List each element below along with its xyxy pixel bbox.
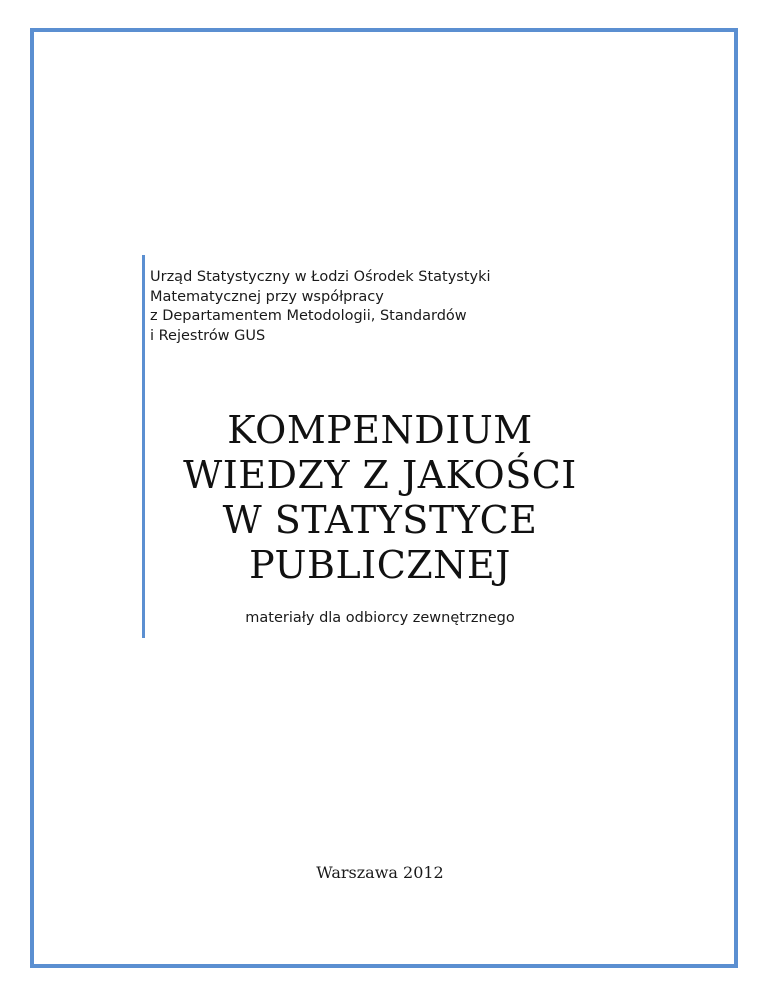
organization-line: Matematycznej przy współpracy <box>150 288 384 305</box>
document-title <box>150 408 610 588</box>
organization-line: Urząd Statystyczny w Łodzi Ośrodek Statystyki <box>150 269 491 285</box>
organization-block <box>150 268 610 346</box>
place-and-year: Warszawa 2012 <box>316 863 444 882</box>
organization-line: z Departamentem Metodologii, Standardów <box>150 308 467 324</box>
title-line: PUBLICZNEJ <box>249 543 511 587</box>
title-line: W STATYSTYCE <box>222 498 538 542</box>
organization-line: i Rejestrów GUS <box>150 327 266 344</box>
title-line: KOMPENDIUM <box>227 408 533 452</box>
document-subtitle: materiały dla odbiorcy zewnętrznego <box>245 610 515 626</box>
left-accent-rule <box>142 255 145 638</box>
title-line: WIEDZY Z JAKOŚCI <box>183 453 577 497</box>
